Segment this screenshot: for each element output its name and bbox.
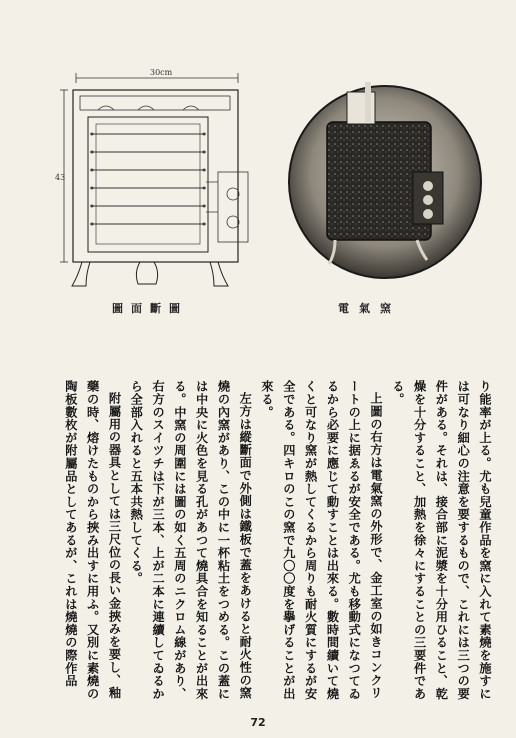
kiln-cross-section-figure — [55, 62, 258, 302]
paragraph: 左方は縱斷面で外側は鐵板で蓋をあけると耐火性の窯燒の內窯があり、この中に一杯粘土をつめる。この蓋には中央に火色を見る孔があつて燒具合を知ることが出來る。中窯の周圍には圖の如く五周のニクロム線があり、右方のスイツチは下が三本、上が二本に連續してゐるから全部入れると五本共熱してくる。 — [129, 380, 253, 700]
dimension-top-label: 30cm — [150, 68, 173, 77]
page-number: 72 — [250, 716, 266, 729]
paragraph: 上圖の右方は電氣窯の外形で、金工室の如きコンクリートの上に据ゑるが安全である。尤も移動式になつてゐるから必要に應じて動すことは出來る。數時間續いて燒くと可なり窯が熱してくるから周りも耐火質にするが安全である。四キロのこの窯で九〇〇度を擧げることが出來る。 — [260, 380, 384, 700]
dimension-side-label: 43 — [55, 173, 66, 182]
paragraph: り能率が上る。尤も兒童作品を窯に入れて素燒を施すには可なり細心の注意を要するもので、これには三つの要件がある。それは、接合部に泥漿を十分用ひること、乾燥を十分すること、加熱を徐々にすることの三要件である。 — [390, 380, 492, 700]
cross-section-caption: 圖面斷圖 — [112, 302, 188, 315]
paragraph: 附屬用の器具としては三尺位の長い金挾みを要し、釉藥の時、熔けたものから挾み出すに用ふ。又別に素燒の陶板數枚が附屬品としてあるが、これは燒燒の際作品 — [63, 380, 122, 700]
body-text — [40, 380, 495, 710]
electric-kiln-photo-figure — [285, 82, 485, 282]
electric-kiln-photo — [285, 82, 485, 282]
kiln-cross-section-drawing — [55, 62, 258, 302]
electric-kiln-caption: 電氣窯 — [338, 302, 401, 315]
